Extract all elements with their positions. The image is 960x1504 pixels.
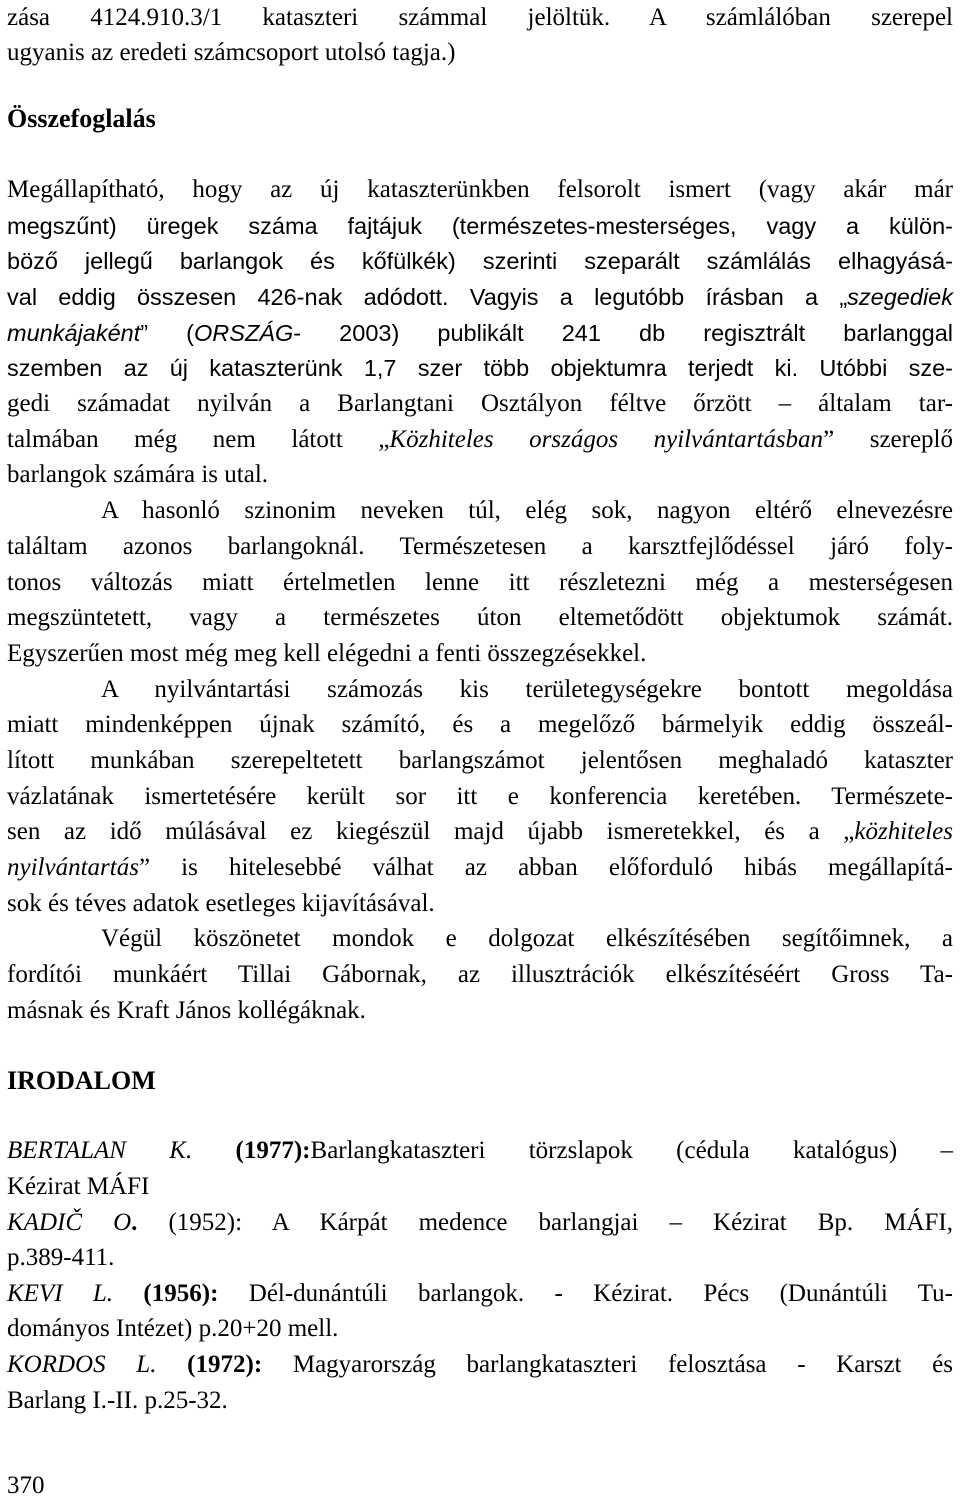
reference-1-title: Barlangkataszteri törzslapok (cédula katalógus) – — [310, 1137, 953, 1164]
p1-line-5-italic-2: ORSZÁG — [194, 320, 294, 346]
reference-2-dot: . — [131, 1209, 138, 1236]
reference-4-line-2: Barlang I.-II. p.25-32. — [7, 1387, 228, 1414]
p4-line-1: Végül köszönetet mondok e dolgozat elkészítésében segítőimnek, a — [101, 925, 953, 952]
p1-line-2: megszűnt) üregek száma fajtájuk (természetes-mesterséges, vagy a külön- — [7, 213, 953, 239]
reference-4-line-1 — [7, 1347, 953, 1383]
intro-line-1: zása 4124.910.3/1 kataszteri számmal jelöltük. A számlálóban szerepel — [7, 4, 953, 31]
p3-line-5-text: sen az idő múlásával ez kiegészül majd újabb ismeretekkel, és a „ — [7, 818, 855, 845]
reference-3-line-2: dományos Intézet) p.20+20 mell. — [7, 1315, 339, 1342]
p2-line-3: tonos változás miatt értelmetlen lenne itt részletezni még a mesterségesen — [7, 569, 953, 596]
p1-line-5-text-a: ” ( — [140, 320, 195, 346]
reference-2-line-1 — [7, 1205, 953, 1241]
p1-line-4-italic: szegediek — [847, 284, 953, 310]
reference-2-line-2: p.389-411. — [7, 1244, 115, 1271]
p1-line-5-italic: munkájaként — [7, 320, 141, 346]
p1-line-6: szemben az új kataszterünk 1,7 szer több objektumra terjedt ki. Utóbbi sze- — [7, 355, 953, 381]
reference-3-title: Dél-dunántúli barlangok. - Kézirat. Pécs (Dunántúli Tu- — [218, 1280, 954, 1307]
p1-line-8-text-b: ” szereplő — [823, 426, 954, 453]
reference-1-line-2: Kézirat MÁFI — [7, 1173, 150, 1200]
p3-line-6 — [7, 850, 953, 886]
reference-1-year: (1977): — [235, 1137, 311, 1164]
page-number: 370 — [7, 1472, 45, 1499]
reference-1-line-1 — [7, 1133, 953, 1169]
p1-line-8-italic: Közhiteles országos nyilvántartásban — [389, 426, 824, 453]
reference-4-author: KORDOS L. — [7, 1351, 157, 1378]
p3-line-6-text: ” is hitelesebbé válhat az abban előforduló hibás megállapítá- — [138, 854, 953, 881]
p4-line-3: másnak és Kraft János kollégáknak. — [7, 997, 366, 1024]
p1-line-8 — [7, 422, 953, 458]
reference-2-title: (1952): A Kárpát medence barlangjai – Kézirat Bp. MÁFI, — [168, 1209, 954, 1236]
reference-4-title: Magyarország barlangkataszteri felosztása - Karszt és — [262, 1351, 954, 1378]
p1-line-9: barlangok számára is utal. — [7, 461, 269, 488]
reference-2-author: KADIČ O — [7, 1209, 132, 1236]
p1-line-1: Megállapítható, hogy az új kataszterünkben felsorolt ismert (vagy akár már — [7, 176, 953, 203]
p1-line-7: gedi számadat nyilván a Barlangtani Osztályon féltve őrzött – általam tar- — [7, 390, 953, 417]
p2-line-1: A hasonló szinonim neveken túl, elég sok, nagyon eltérő elnevezésre — [101, 497, 953, 524]
p3-line-4: vázlatának ismertetésére került sor itt e konferencia keretében. Természete- — [7, 783, 953, 810]
reference-3-author: KEVI L. — [7, 1280, 114, 1307]
summary-heading: Összefoglalás — [7, 104, 156, 133]
p1-line-4-text: val eddig összesen 426-nak adódott. Vagyis a legutóbb írásban a „ — [7, 284, 848, 310]
p1-line-5 — [7, 315, 953, 351]
p3-line-6-italic: nyilvántartás — [7, 854, 139, 881]
references-heading: IRODALOM — [7, 1066, 156, 1095]
p3-line-1: A nyilvántartási számozás kis területegységekre bontott megoldása — [101, 676, 953, 703]
reference-3-line-1 — [7, 1276, 953, 1312]
p4-line-2: fordítói munkáért Tillai Gábornak, az illusztrációk elkészítéséért Gross Ta- — [7, 961, 953, 988]
p1-line-4 — [7, 279, 953, 315]
p3-line-7: sok és téves adatok esetleges kijavításával. — [7, 890, 435, 917]
p2-line-4: megszüntetett, vagy a természetes úton eltemetődött objektumok számát. — [7, 604, 953, 631]
p3-line-3: lított munkában szerepeltetett barlangszámot jelentősen meghaladó kataszter — [7, 747, 953, 774]
p3-line-5 — [7, 814, 953, 850]
reference-4-year: (1972): — [187, 1351, 263, 1378]
p1-line-3: böző jellegű barlangok és kőfülkék) szerinti szeparált számlálás elhagyásá- — [7, 248, 953, 274]
p2-line-2: találtam azonos barlangoknál. Természetesen a karsztfejlődéssel járó foly- — [7, 533, 953, 560]
reference-1-author: BERTALAN K. — [7, 1137, 193, 1164]
p3-line-2: miatt mindenképpen újnak számító, és a megelőző bármelyik eddig összeál- — [7, 711, 953, 738]
reference-3-year: (1956): — [143, 1280, 219, 1307]
p3-line-5-italic: közhiteles — [854, 818, 953, 845]
intro-line-2: ugyanis az eredeti számcsoport utolsó tagja.) — [7, 39, 456, 66]
p1-line-8-text-a: talmában még nem látott „ — [7, 426, 390, 453]
p2-line-5: Egyszerűen most még meg kell elégedni a fenti összegzésekkel. — [7, 640, 647, 667]
p1-line-5-text-b: - 2003) publikált 241 db regisztrált barlanggal — [293, 320, 953, 346]
